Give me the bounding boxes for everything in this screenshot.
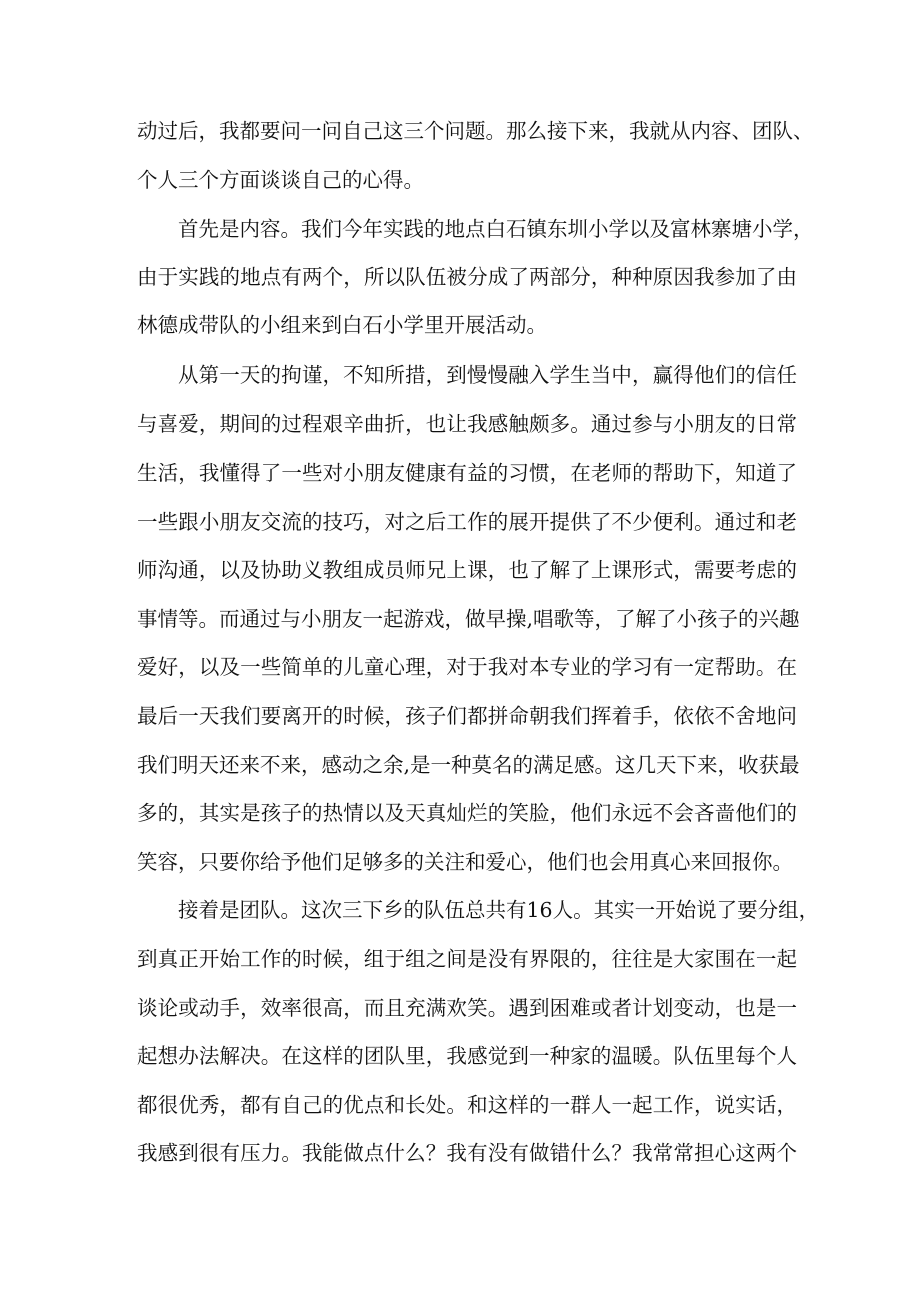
text-line: 笑容，只要你给予他们足够多的关注和爱心，他们也会用真心来回报你。 [137,850,793,874]
text-line: 最后一天我们要离开的时候，孩子们都拼命朝我们挥着手，依依不舍地问 [137,704,797,728]
text-line: 爱好，以及一些简单的儿童心理，对于我对本专业的学习有一定帮助。在 [137,655,797,679]
text-line: 起想办法解决。在这样的团队里，我感觉到一种家的温暖。队伍里每个人 [137,1044,797,1068]
text-line: 生活，我懂得了一些对小朋友健康有益的习惯，在老师的帮助下，知道了 [137,461,797,485]
text-line: 事情等。而通过与小朋友一起游戏，做早操,唱歌等，了解了小孩子的兴趣 [137,607,800,631]
text-line: 都很优秀，都有自己的优点和长处。和这样的一群人一起工作，说实话， [137,1093,797,1117]
paragraph-first-line: 接着是团队。这次三下乡的队伍总共有16人。其实一开始说了要分组， [178,898,820,922]
text-line: 动过后，我都要问一问自己这三个问题。那么接下来，我就从内容、团队、 [137,119,814,143]
paragraph-first-line: 首先是内容。我们今年实践的地点白石镇东圳小学以及富林寨塘小学， [178,217,814,241]
text-line: 与喜爱，期间的过程艰辛曲折，也让我感触颇多。通过参与小朋友的日常 [137,412,797,436]
text-line: 个人三个方面谈谈自己的心得。 [137,168,424,192]
text-line: 我感到很有压力。我能做点什么？我有没有做错什么？我常常担心这两个 [137,1141,797,1165]
text-line: 谈论或动手，效率很高，而且充满欢笑。遇到困难或者计划变动，也是一 [137,996,797,1020]
text-line: 师沟通，以及协助义教组成员师兄上课，也了解了上课形式，需要考虑的 [137,558,797,582]
text-line: 到真正开始工作的时候，组于组之间是没有界限的，往往是大家围在一起 [137,947,797,971]
text-line: 由于实践的地点有两个，所以队伍被分成了两部分，种种原因我参加了由 [137,265,797,289]
text-line: 林德成带队的小组来到白石小学里开展活动。 [137,313,547,337]
text-line: 一些跟小朋友交流的技巧，对之后工作的展开提供了不少便利。通过和老 [137,510,797,534]
text-line: 我们明天还来不来，感动之余,是一种莫名的满足感。这几天下来，收获最 [137,753,800,777]
paragraph-first-line: 从第一天的拘谨，不知所措，到慢慢融入学生当中，赢得他们的信任 [178,363,797,387]
text-line: 多的，其实是孩子的热情以及天真灿烂的笑脸，他们永远不会吝啬他们的 [137,801,797,825]
